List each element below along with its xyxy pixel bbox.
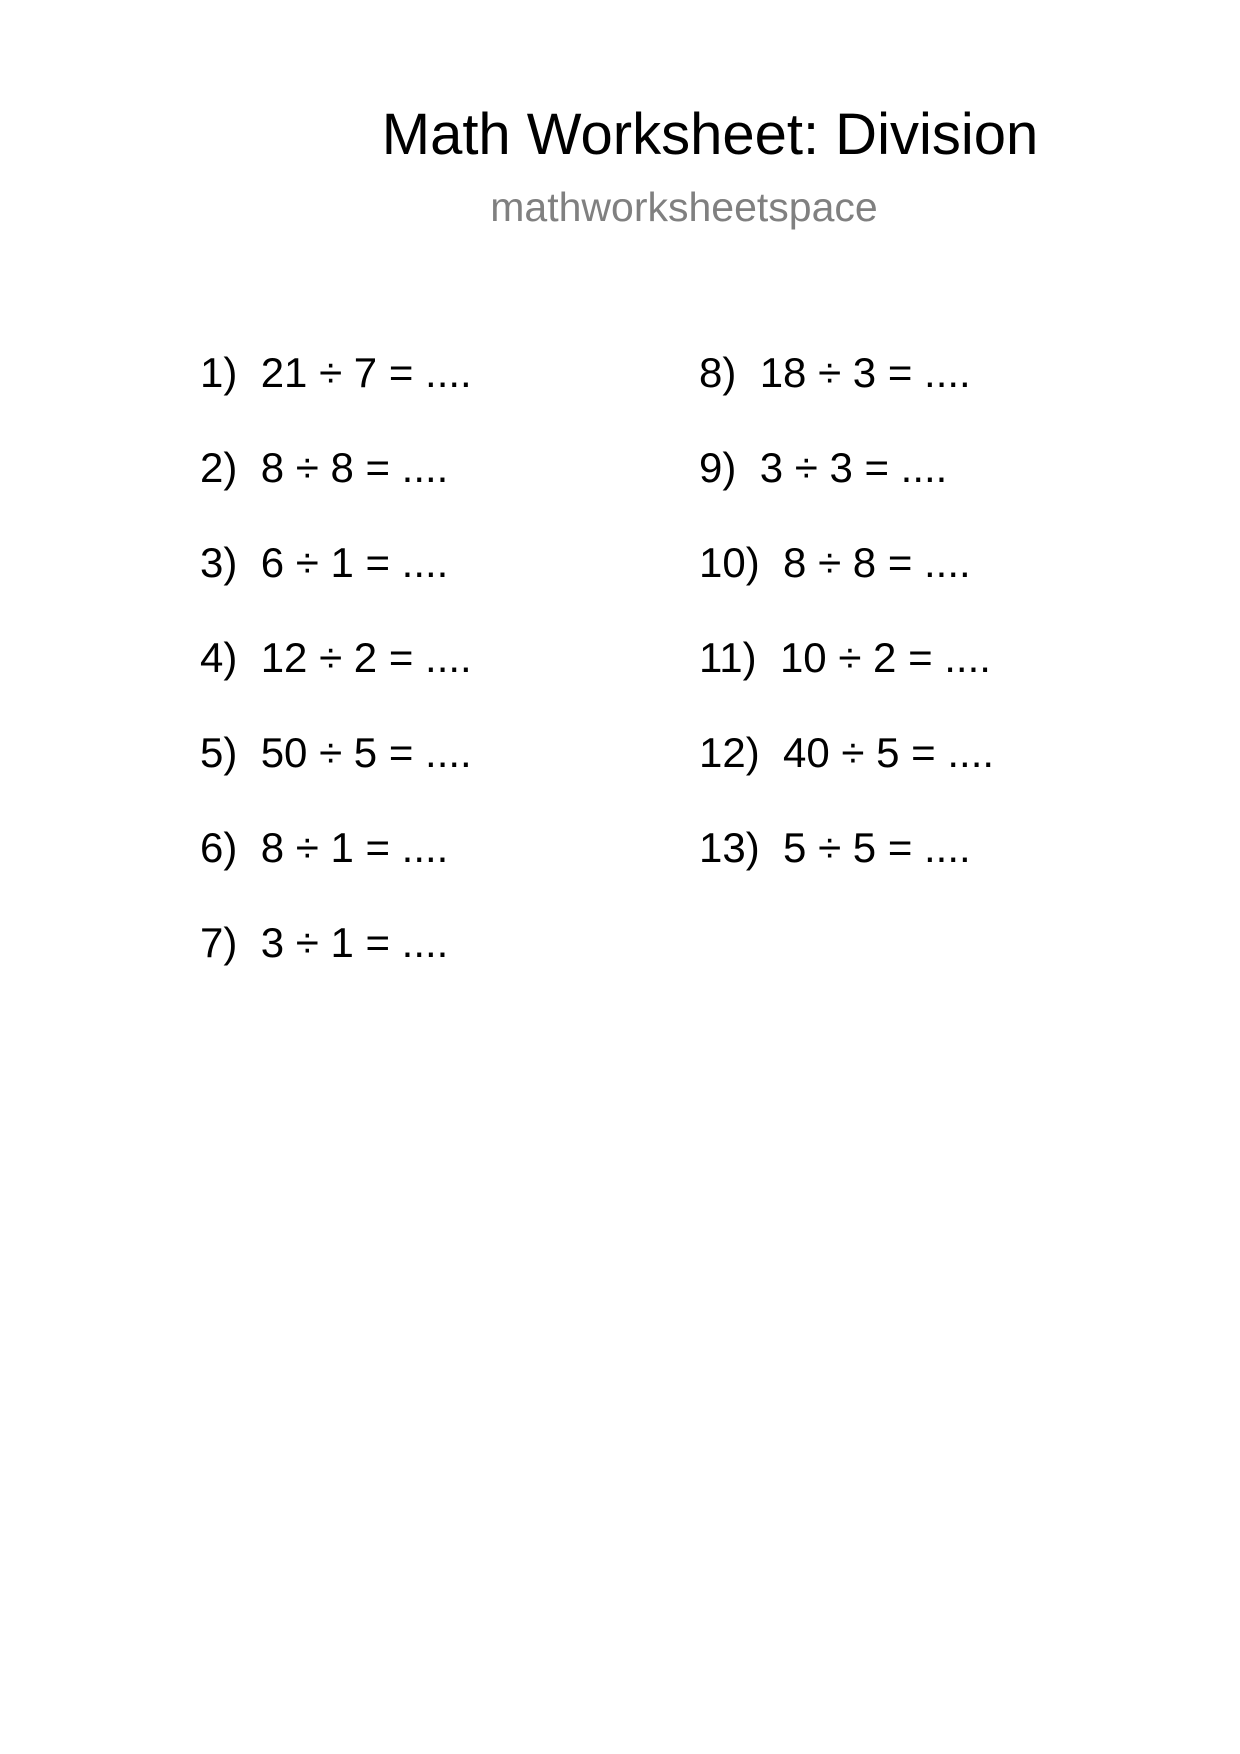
problem-number: 5) [200, 729, 238, 776]
problem-item [699, 728, 994, 823]
problem-item [200, 823, 472, 918]
problem-column-left [200, 348, 472, 1013]
problem-number: 4) [200, 634, 238, 681]
problem-expression: 12 ÷ 2 = .... [260, 634, 472, 681]
problem-item [200, 348, 472, 443]
problem-number: 3) [200, 539, 238, 586]
problem-item [699, 538, 994, 633]
problem-number: 9) [699, 444, 737, 491]
problem-item [200, 918, 472, 1013]
problem-expression: 3 ÷ 1 = .... [260, 919, 449, 966]
problem-expression: 40 ÷ 5 = .... [783, 729, 995, 776]
problem-number: 1) [200, 349, 238, 396]
problem-number: 13) [699, 824, 760, 871]
problem-expression: 18 ÷ 3 = .... [759, 349, 971, 396]
problem-expression: 5 ÷ 5 = .... [783, 824, 971, 871]
problem-expression: 8 ÷ 8 = .... [260, 444, 449, 491]
problem-number: 8) [699, 349, 737, 396]
problem-number: 11) [699, 634, 757, 681]
problem-number: 2) [200, 444, 238, 491]
worksheet-title: Math Worksheet: Division [381, 102, 1039, 167]
problem-item [200, 538, 472, 633]
problem-expression: 8 ÷ 1 = .... [260, 824, 449, 871]
problem-item [200, 633, 472, 728]
problem-expression: 10 ÷ 2 = .... [779, 634, 991, 681]
problem-expression: 50 ÷ 5 = .... [260, 729, 472, 776]
problem-item [699, 443, 994, 538]
problem-number: 6) [200, 824, 238, 871]
problem-item [699, 348, 994, 443]
problem-number: 12) [699, 729, 760, 776]
worksheet-source: mathworksheetspace [490, 184, 878, 230]
problem-item [200, 728, 472, 823]
problem-expression: 6 ÷ 1 = .... [260, 539, 449, 586]
problem-expression: 3 ÷ 3 = .... [759, 444, 948, 491]
problem-number: 7) [200, 919, 238, 966]
problem-item [699, 633, 994, 728]
problem-number: 10) [699, 539, 760, 586]
problem-item [200, 443, 472, 538]
problem-column-right [699, 348, 994, 918]
problem-expression: 8 ÷ 8 = .... [783, 539, 971, 586]
problem-item [699, 823, 994, 918]
problem-expression: 21 ÷ 7 = .... [260, 349, 472, 396]
